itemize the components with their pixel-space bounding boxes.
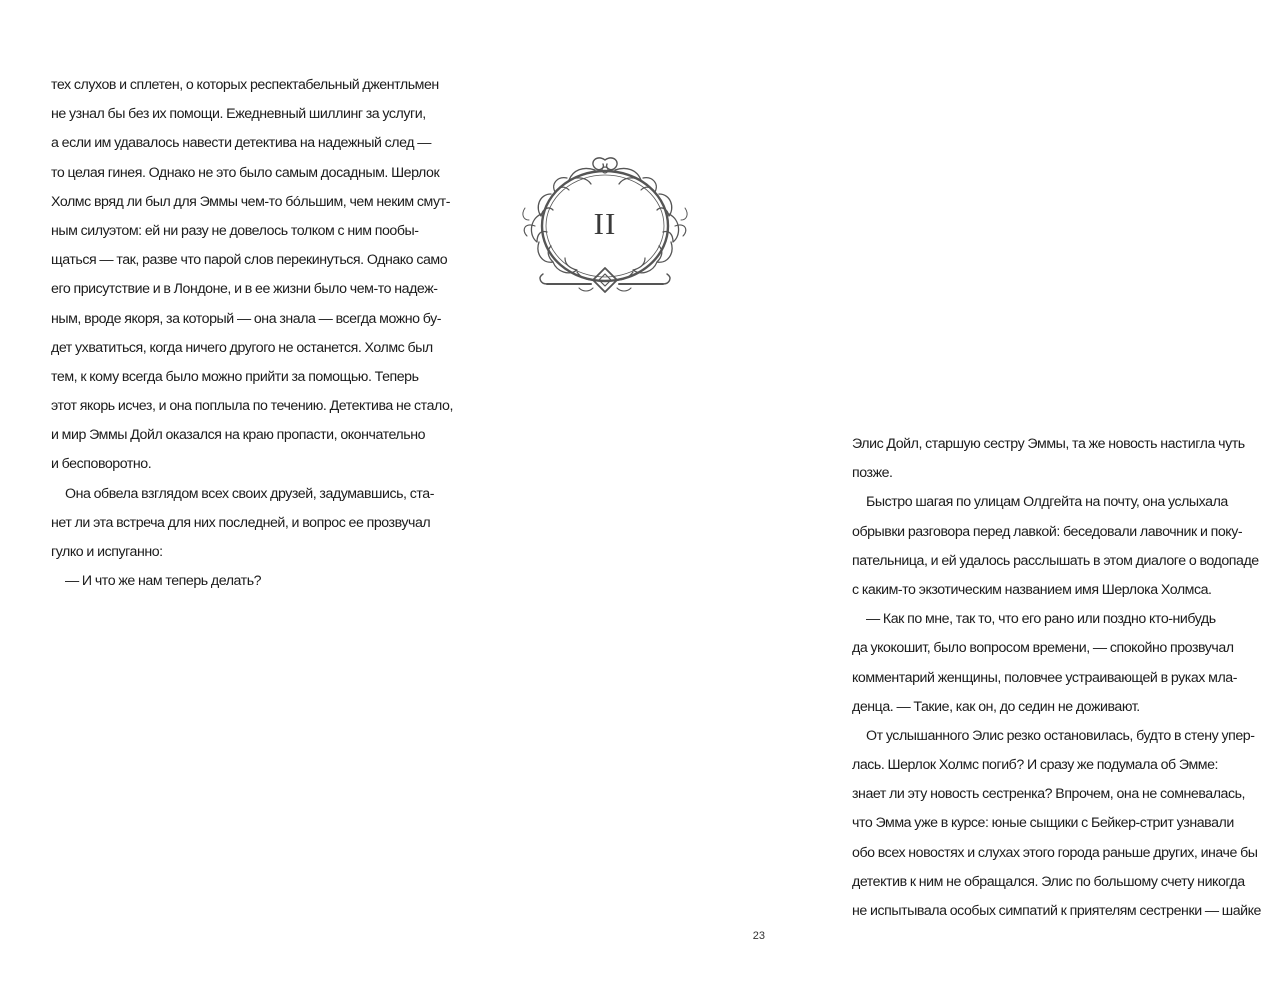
text-line: обо всех новостях и слухах этого города раньше других, иначе бы	[852, 844, 1258, 861]
text-line: позже.	[852, 465, 893, 482]
text-line: а если им удавалось навести детектива на надежный след —	[51, 135, 432, 152]
text-line: тем, к кому всегда было можно прийти за помощью. Теперь	[51, 368, 419, 385]
text-line: ным, вроде якоря, за который — она знала — всегда можно бу-	[51, 310, 442, 327]
text-line: лась. Шерлок Холмс погиб? И сразу же подумала об Эмме:	[852, 757, 1219, 774]
right-page	[400, 0, 1261, 1000]
text-line: нет ли эта встреча для них последней, и вопрос ее прозвучал	[51, 514, 431, 531]
text-line: этот якорь исчез, и она поплыла по течению. Детектива не стало,	[51, 398, 453, 415]
text-line: денца. — Такие, как он, до седин не доживают.	[852, 698, 1140, 715]
page-number: 23	[752, 930, 765, 942]
right-page-body-text	[852, 430, 1261, 926]
text-line: дет ухватиться, когда ничего другого не останется. Холмс был	[51, 339, 433, 356]
text-line: щаться — так, разве что парой слов перекинуться. Однако само	[51, 252, 448, 269]
text-line: детектив к ним не обращался. Элис по большому счету никогда	[852, 873, 1245, 890]
text-line: От услышанного Элис резко остановилась, будто в стену упер-	[866, 727, 1255, 744]
text-line: да укокошит, было вопросом времени, — спокойно прозвучал	[852, 640, 1234, 657]
text-line: — И что же нам теперь делать?	[65, 573, 262, 590]
text-line: Быстро шагая по улицам Олдгейта на почту, она услыхала	[866, 494, 1228, 511]
text-line: его присутствие и в Лондоне, и в ее жизни было чем-то надеж-	[51, 281, 438, 298]
text-line: — Как по мне, так то, что его рано или поздно кто-нибудь	[866, 611, 1216, 628]
text-line: что Эмма уже в курсе: юные сыщики с Бейкер-стрит узнавали	[852, 815, 1234, 832]
text-line: и мир Эммы Дойл оказался на краю пропасти, окончательно	[51, 427, 426, 444]
text-line: то целая гинея. Однако не это было самым досадным. Шерлок	[51, 164, 440, 181]
text-line: знает ли эту новость сестренка? Впрочем, она не сомневалась,	[852, 786, 1246, 803]
text-line: Элис Дойл, старшую сестру Эммы, та же новость настигла чуть	[852, 436, 1245, 452]
chapter-number: II	[593, 206, 617, 241]
text-line: пательница, и ей удалось расслышать в этом диалоге о водопаде	[852, 552, 1259, 569]
text-line: с каким-то экзотическим названием имя Шерлока Холмса.	[852, 581, 1212, 598]
text-line: комментарий женщины, половчее устраивающей в руках мла-	[852, 669, 1237, 686]
left-page	[0, 0, 453, 1000]
text-line: гулко и испуганно:	[51, 544, 163, 560]
text-line: тех слухов и сплетен, о которых респектабельный джентльмен	[51, 77, 439, 93]
text-line: не узнал бы без их помощи. Ежедневный шиллинг за услуги,	[51, 106, 426, 123]
text-line: обрывки разговора перед лавкой: беседовали лавочник и поку-	[852, 523, 1243, 540]
text-line: Она обвела взглядом всех своих друзей, задумавшись, ста-	[65, 485, 434, 502]
text-line: не испытывала особых симпатий к приятелям сестренки — шайке	[852, 903, 1261, 919]
left-page-body-text	[51, 71, 453, 596]
text-line: Холмс вряд ли был для Эммы чем-то бóльшим, чем неким смут-	[51, 193, 450, 210]
text-line: ным силуэтом: ей ни разу не довелось толком с ним пообы-	[51, 222, 419, 239]
text-line: и бесповоротно.	[51, 456, 152, 473]
